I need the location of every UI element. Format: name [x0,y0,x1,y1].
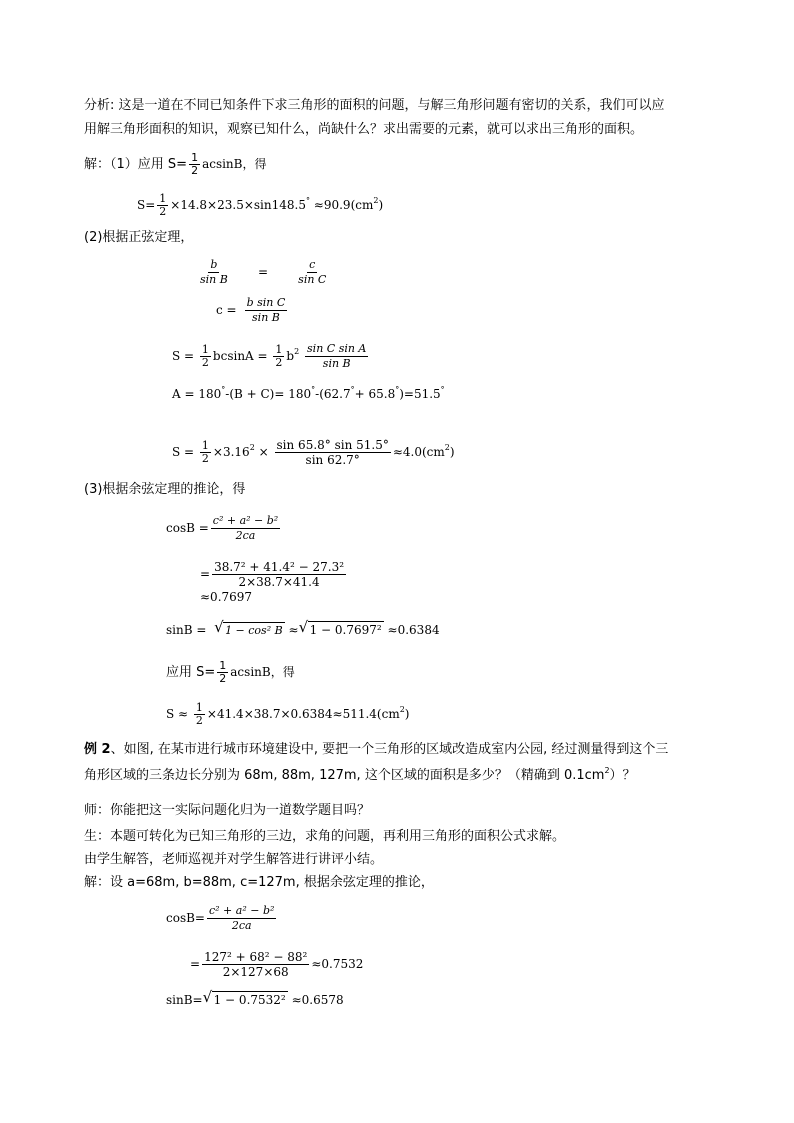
cos-substitution: = $\frac{\text{38.7² + 41.4² − 27.3²}}{2\times 38.7\times 41.4}$ [200,560,345,589]
student-answer: 生：本题可转化为已知三角形的三边，求角的问题，再利用三角形的面积公式求解。 [84,829,566,844]
sine-law: $\frac{b}{\text{sin B}}$ = $\frac{c}{\text{sin C}}$ [200,258,327,286]
analysis-line-2: 用解三角形面积的知识，观察已知什么，尚缺什么？求出需要的元素，就可以求出三角形的面积。 [84,122,644,137]
part2-area-calc: S = $\frac{1}{2}$ $\times 3.16^2$ × $\frac{\sin 65.8^\circ \sin 51.5^\circ}{\sin 62.7^\circ}$ $\approx 4.0(cm^2)$ [172,438,455,467]
cos-formula-2: cosB= $\frac{\text{c² + a² − b²}}{2ca}$ [166,904,275,932]
c-formula: c = $\frac{\text{b sin C}}{\text{sin B}}$ [216,296,286,324]
example2-line-1: 例 2、如图, 在某市进行城市环境建设中, 要把一个三角形的区域改造成室内公园, 经过测量得到这个三 [84,742,669,757]
part2-title: (2)根据正弦定理， [84,230,194,245]
part1-calc: S= $\frac{1}{2}$ $\times 14.8\times 23.5\times\sin 148.5^\circ \approx 90.9(cm^2)$ [137,192,384,218]
sin-calc: sinB = √ 1 − cos² B ≈√ 1 − 0.7697² ≈0.6384 [166,622,440,639]
analysis-line-1: 分析: 这是一道在不同已知条件下求三角形的面积的问题，与解三角形问题有密切的关系，我们可以应 [84,98,665,113]
half-fraction: $\frac{1}{2}$ [191,151,199,177]
part3-area-calc: S ≈ $\frac{1}{2}$ $\times 41.4\times 38.7\times 0.6384\approx 511.4(cm^2)$ [166,701,410,727]
half-fraction: $\frac{1}{2}$ [159,192,167,218]
cos-formula: cosB = $\frac{\text{c² + a² − b²}}{2ca}$ [166,514,279,542]
area-formula: S = $\frac{1}{2}$ bcsinA = $\frac{1}{2}$ $b^2$ $\frac{\text{sin C sin A}}{\text{sin B}}$ [172,342,367,370]
cos-substitution-2: = $\frac{\text{127² + 68² − 88²}}{2\times 127\times 68}$ ≈0.7532 [190,950,364,979]
teacher-question: 师：你能把这一实际问题化归为一道数学题目吗？ [84,803,371,818]
part3-title: (3)根据余弦定理的推论，得 [84,482,246,497]
angle-a-calc: A = 180°-(B + C)= 180°-(62.7°+ 65.8°)=51.5° [172,385,445,401]
example2-line-2: 角形区域的三条边长分别为 68m, 88m, 127m, 这个区域的面积是多少？（精确到 $0.1cm^2$）？ [84,766,636,783]
apply-formula: 应用 S= $\frac{1}{2}$ acsinB，得 [166,659,295,685]
part1-intro: 解：（1）应用 S= $\frac{1}{2}$ acsinB，得 [84,151,267,177]
class-note: 由学生解答，老师巡视并对学生解答进行讲评小结。 [84,852,384,867]
sin-calc-2: sinB=√ 1 − 0.7532² ≈0.6578 [166,992,344,1008]
solution-intro: 解：设 a=68m, b=88m, c=127m, 根据余弦定理的推论， [84,875,434,890]
cos-approx: ≈0.7697 [200,590,253,604]
